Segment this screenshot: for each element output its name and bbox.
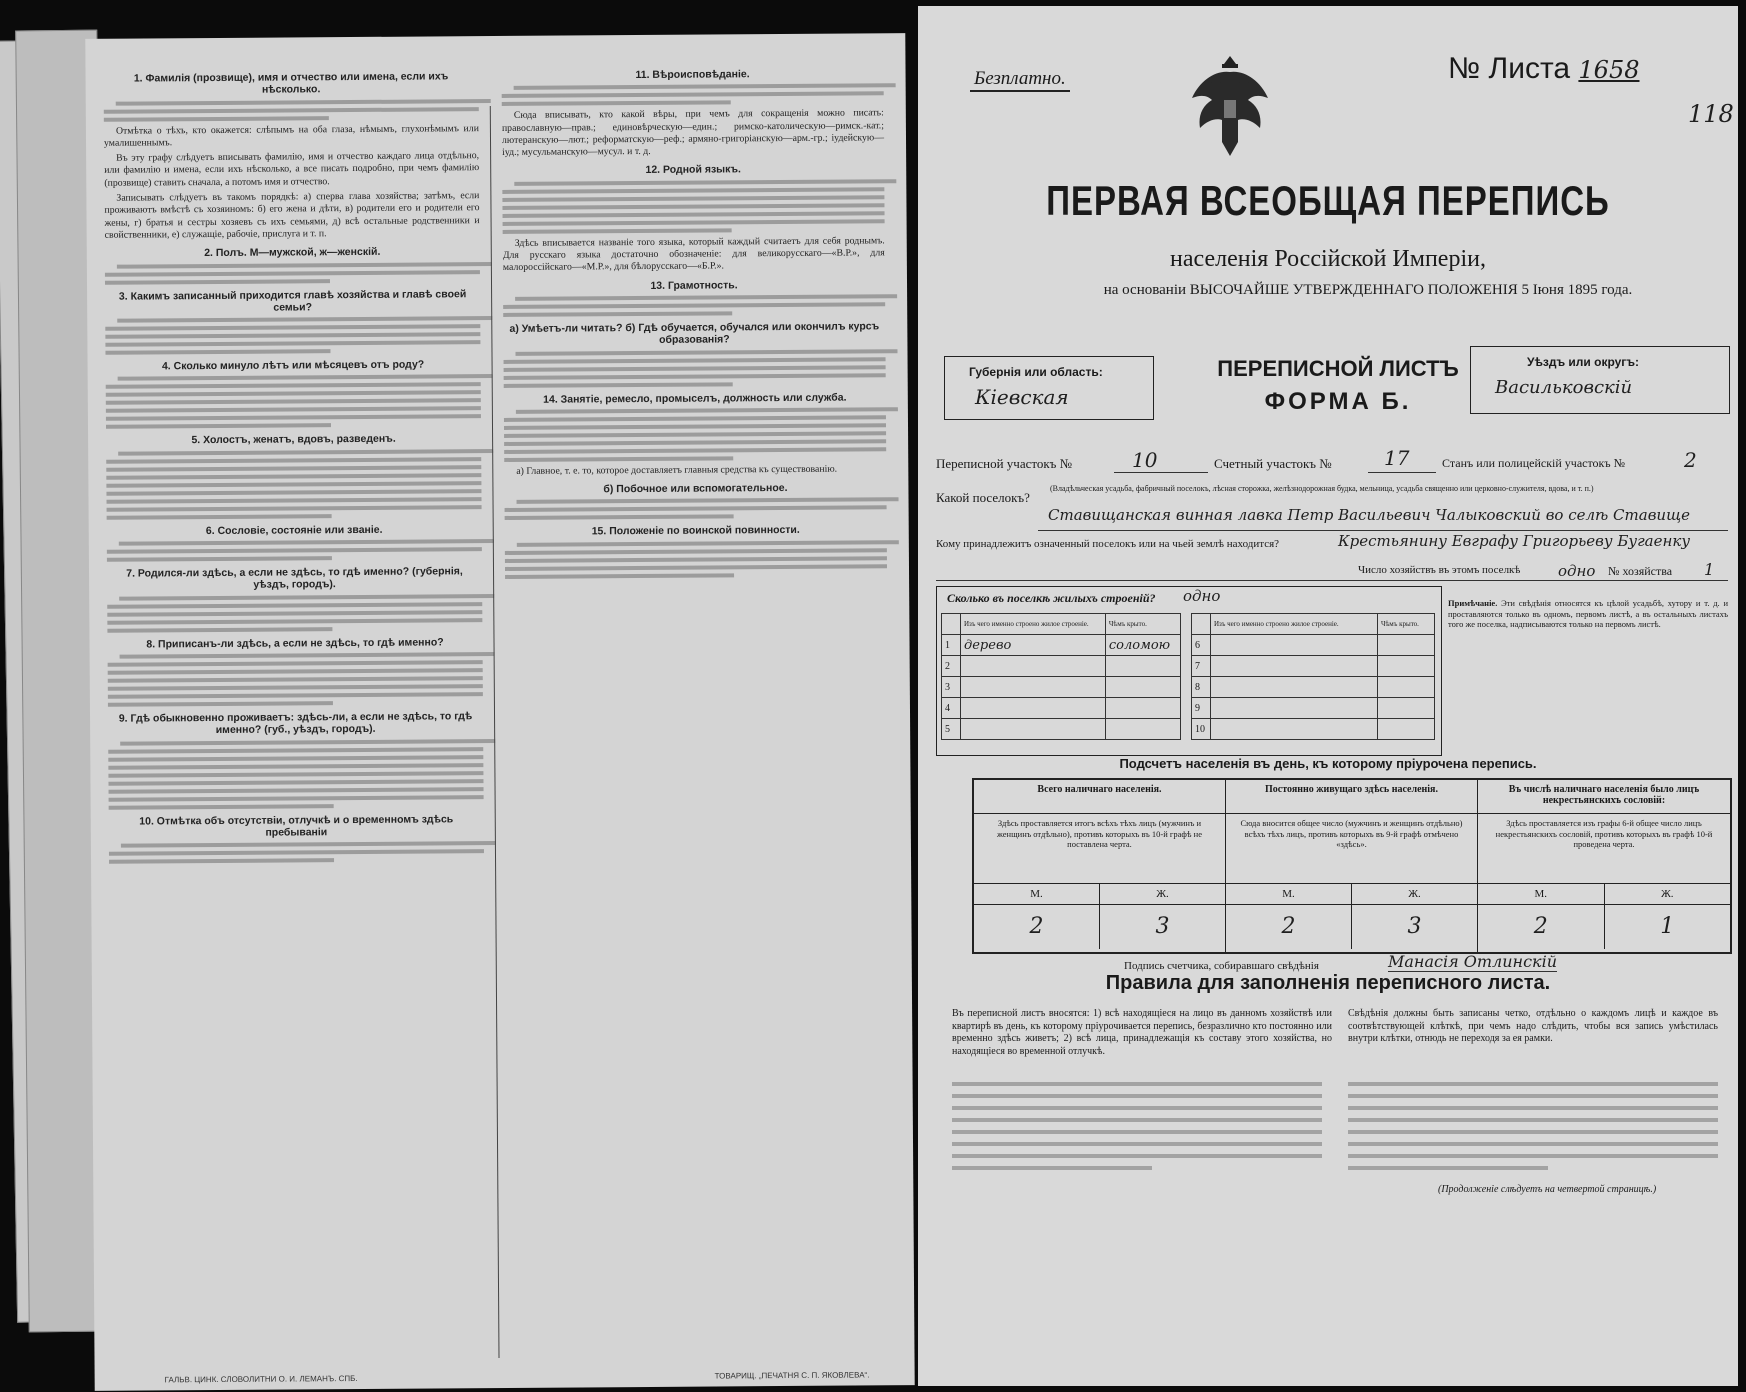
illegible-print-block	[503, 294, 885, 317]
instruction-paragraph: Отмѣтка о тѣхъ, кто окажется: слѣпымъ на оба глаза, нѣмымъ, глухонѣмымъ или умалишеннымъ.	[103, 122, 479, 149]
print-line	[505, 573, 734, 579]
print-line	[952, 1118, 1322, 1122]
rules-title: Правила для заполненія переписного листа.	[1105, 972, 1551, 994]
print-line	[118, 449, 493, 456]
district-value: Васильковскій	[1495, 377, 1633, 398]
row-number: 3	[942, 677, 961, 698]
instruction-heading: 9. Гдѣ обыкновенно проживаетъ: здѣсь-ли, а если не здѣсь, то гдѣ именно? (губ., уѣздъ, городъ).	[118, 710, 473, 737]
print-line	[107, 505, 482, 512]
instruction-paragraph: Здѣсь вписывается названіе того языка, который каждый считаетъ для себя роднымъ. Для русскаго языка достаточно обозначеніе: для великорусскаго—«В.Р.», для малороссійскаго—«М.Р.», для бѣлорусскаго—«Б.Р.».	[502, 235, 885, 274]
illegible-print-block	[108, 652, 483, 707]
built-material	[1211, 698, 1378, 719]
print-line	[504, 365, 886, 372]
print-line	[514, 84, 896, 91]
print-line	[504, 423, 886, 430]
instruction-paragraph: Записывать слѣдуетъ въ такомъ порядкѣ: а) сперва глава хозяйства; затѣмъ, если проживаютъ вмѣстѣ съ хозяиномъ: б) его жена и дѣти, в) родители его и родители его жены, г) братья и сестры хозяевъ съ ихъ семьями, д) всѣ остальные родственники и свойственники, е) служащіе, рабочіе, прислуга и т. п.	[104, 190, 480, 241]
count-values-row	[1478, 905, 1730, 949]
illegible-print-block	[107, 539, 482, 562]
settlement-hint: (Владѣльческая усадьба, фабричный поселокъ, лѣсная сторожка, желѣзнодорожная будка, мельница, усадьба священно или церковно-служителя, вдова, и т. п.)	[1050, 484, 1594, 493]
buildings-label: Сколько въ поселкѣ жилыхъ строеній?	[947, 591, 1156, 605]
print-line	[105, 324, 480, 331]
owner-label: Кому принадлежитъ означенный поселокъ или на чьей землѣ находится?	[936, 538, 1280, 550]
print-line	[515, 349, 897, 356]
left-instructions-page	[85, 33, 914, 1391]
built-material	[961, 677, 1106, 698]
print-line	[952, 1094, 1322, 1098]
print-line	[104, 107, 479, 114]
female-label: Ж.	[1660, 888, 1674, 900]
instruction-heading: 13. Грамотность.	[650, 279, 738, 292]
female-count: 1	[1660, 914, 1675, 939]
row-number: 2	[942, 656, 961, 677]
buildings-table-left	[941, 613, 1181, 740]
instruction-paragraph: а) Главное, т. е. то, которое доставляетъ главныя средства къ существованію.	[516, 463, 838, 477]
print-line	[1348, 1094, 1718, 1098]
print-line	[1348, 1154, 1718, 1158]
illegible-print-block	[503, 349, 885, 388]
police-area-value: 2	[1684, 448, 1697, 472]
print-line	[109, 795, 484, 802]
table-row	[942, 719, 1181, 740]
illegible-print-block	[502, 179, 884, 234]
signature-value: Манасія Отлинскій	[1388, 952, 1558, 971]
note-text: Эти свѣдѣнія относятся къ цѣлой усадьбѣ, хутору и т. д. и проставляются только въ одномъ, первомъ листѣ, а въ остальныхъ листахъ того же поселка, надписываются только на первомъ листѣ.	[1448, 598, 1728, 629]
sheet-number-alt: 118	[1688, 100, 1734, 128]
note-label: Примѣчаніе.	[1448, 598, 1498, 608]
print-line	[109, 804, 334, 810]
row-number: 8	[1192, 677, 1211, 698]
print-line	[116, 99, 491, 106]
table-row	[1192, 656, 1435, 677]
roof-material	[1377, 719, 1434, 740]
count-column-description: Сюда вносится общее число (мужчинъ и женщинъ отдѣльно) всѣхъ тѣхъ лицъ, противъ которыхъ въ 9-й графѣ отмѣчено «здѣсь».	[1226, 814, 1477, 884]
table-row	[1192, 635, 1435, 656]
instruction-paragraph: Въ эту графу слѣдуетъ вписывать фамилію, имя и отчество каждаго лица отдѣльно, или фамилію и имена, если ихъ нѣсколько, а все писать подробно, при чемъ фамилію (прозвище) ставить сначала, а потомъ имя и отчество.	[104, 150, 480, 189]
print-line	[1348, 1142, 1718, 1146]
male-label: М.	[1226, 884, 1352, 904]
print-line	[121, 841, 496, 848]
owner-line	[936, 580, 1728, 581]
print-line	[503, 211, 885, 218]
print-line	[1348, 1130, 1718, 1134]
print-line	[504, 373, 886, 380]
column-divider	[490, 106, 500, 1358]
count-title: Подсчетъ населенія въ день, къ которому пріурочена перепись.	[1119, 756, 1537, 771]
print-line	[504, 415, 886, 422]
built-material	[1211, 635, 1378, 656]
buildings-section	[936, 586, 1442, 756]
illegible-print-block	[106, 375, 481, 430]
print-line	[952, 1130, 1322, 1134]
owner-value: Крестьянину Евграфу Григорьеву Бугаенку	[1338, 532, 1691, 550]
print-line	[502, 203, 884, 210]
print-line	[106, 424, 331, 430]
district-box	[1470, 346, 1730, 414]
print-line	[502, 195, 884, 202]
roof-material	[1105, 719, 1180, 740]
illegible-print-block	[504, 407, 886, 462]
built-material	[961, 719, 1106, 740]
settlement-label: Какой поселокъ?	[936, 490, 1030, 505]
sheet-number-label: № Листа	[1448, 52, 1571, 85]
row-number: 5	[942, 719, 961, 740]
built-material: дерево	[961, 635, 1106, 656]
buildings-value: одно	[1183, 587, 1221, 605]
household-no-label: № хозяйства	[1608, 564, 1673, 578]
print-line	[503, 302, 885, 309]
print-line	[516, 407, 898, 414]
settlement-value: Ставищанская винная лавка Петр Васильевич Чалыковский во селѣ Ставище	[1048, 506, 1690, 524]
instruction-heading: 8. Приписанъ-ли здѣсь, а если не здѣсь, то гдѣ именно?	[146, 636, 444, 651]
print-line	[952, 1082, 1322, 1086]
print-line	[505, 556, 887, 563]
population-count-table	[972, 778, 1732, 954]
print-line	[514, 179, 896, 186]
print-line	[107, 627, 332, 633]
instruction-heading: 6. Сословіе, состояніе или званіе.	[205, 523, 383, 537]
table-row	[942, 635, 1181, 656]
instruction-heading: а) Умѣетъ-ли читать? б) Гдѣ обучается, обучался или окончилъ курсъ образованія?	[509, 320, 880, 347]
print-line	[107, 618, 482, 625]
illegible-print-block	[104, 99, 479, 122]
roof-material	[1377, 656, 1434, 677]
rules-left-text: Въ переписной листъ вносятся: 1) всѣ находящіеся на лицо въ данномъ хозяйствѣ или квартирѣ въ день, къ которому пріурочивается перепись, безразлично кто постоянно или временно здѣсь живетъ; 2) всѣ лица, принадлежащія къ составу этого хозяйства, но находящіеся во временной отлучкѣ.	[952, 1008, 1332, 1057]
print-line	[117, 262, 492, 269]
buildings-column-header: Изъ чего именно строено жилое строеніе.	[1211, 614, 1378, 635]
print-line	[105, 332, 480, 339]
table-row	[942, 677, 1181, 698]
print-line	[106, 465, 481, 472]
census-subtitle: населенія Россійской Имперіи,	[1170, 246, 1486, 272]
count-column-description: Здѣсь проставляется изъ графы 6-й общее число лицъ некрестьянскихъ сословій, противъ которыхъ въ графѣ 10-й проведена черта.	[1478, 814, 1730, 884]
district-label: Уѣздъ или округъ:	[1527, 355, 1640, 369]
free-of-charge-label: Безплатно.	[970, 68, 1070, 92]
instruction-heading: 1. Фамилія (прозвище), имя и отчество или имена, если ихъ нѣсколько.	[133, 70, 449, 96]
male-count: 2	[974, 905, 1100, 949]
form-title-block	[1188, 356, 1488, 416]
built-material	[961, 698, 1106, 719]
illegible-print-block	[108, 739, 483, 810]
print-line	[109, 849, 484, 856]
instruction-heading: 14. Занятіе, ремесло, промыселъ, должность или служба.	[543, 391, 847, 406]
table-row	[1192, 719, 1435, 740]
imperial-eagle-icon	[1186, 50, 1274, 162]
print-line	[106, 489, 481, 496]
instructions-column-2	[501, 61, 887, 582]
count-column-header: Постоянно живущаго здѣсь населенія.	[1226, 780, 1477, 814]
roof-material	[1377, 698, 1434, 719]
census-area-value: 10	[1132, 448, 1158, 472]
print-line	[106, 481, 481, 488]
print-line	[107, 602, 482, 609]
built-material	[1211, 677, 1378, 698]
row-number: 4	[942, 698, 961, 719]
instruction-heading: 5. Холостъ, женатъ, вдовъ, разведенъ.	[191, 433, 396, 447]
row-number: 6	[1192, 635, 1211, 656]
print-line	[504, 456, 733, 462]
buildings-column-header: Чѣмъ крыто.	[1105, 614, 1180, 635]
province-box	[944, 356, 1154, 420]
sex-label-row	[1478, 884, 1730, 905]
roof-material	[1105, 677, 1180, 698]
illegible-print-block	[505, 540, 887, 579]
instruction-heading: б) Побочное или вспомогательное.	[603, 482, 788, 496]
count-column-header: Всего наличнаго населенія.	[974, 780, 1225, 814]
print-line	[108, 676, 483, 683]
built-material	[1211, 719, 1378, 740]
print-line	[120, 739, 495, 746]
households-value: одно	[1558, 562, 1596, 580]
male-count: 2	[1478, 905, 1605, 949]
print-line	[1348, 1106, 1718, 1110]
print-line	[108, 660, 483, 667]
row-number: 10	[1192, 719, 1211, 740]
print-line	[106, 399, 481, 406]
police-area-label: Станъ или полицейскій участокъ №	[1442, 456, 1626, 470]
roof-material	[1377, 677, 1434, 698]
instruction-heading: 7. Родился-ли здѣсь, а если не здѣсь, то гдѣ именно? (губернія, уѣздъ, городъ).	[126, 565, 463, 592]
print-line	[517, 498, 899, 505]
instruction-heading: 15. Положеніе по воинской повинности.	[591, 524, 800, 538]
row-number: 7	[1192, 656, 1211, 677]
print-line	[105, 279, 330, 285]
print-line	[517, 540, 899, 547]
census-area-line	[1114, 472, 1208, 473]
female-label: Ж.	[1156, 888, 1169, 900]
census-form-page	[918, 6, 1738, 1386]
print-line	[118, 374, 493, 381]
imprint-left: ГАЛЬВ. ЦИНК. СЛОВОЛИТНИ О. И. ЛЕМАНЪ. СПБ.	[164, 1374, 358, 1385]
built-material	[961, 656, 1106, 677]
print-line	[107, 547, 482, 554]
print-line	[108, 668, 483, 675]
print-line	[107, 514, 332, 520]
sex-label-row	[1226, 884, 1477, 905]
instruction-paragraph: Сюда вписывать, кто какой вѣры, при чемъ для сокращенія можно писать: православную—прав.; единовѣрческую—един.; римско-католическую—римск.-кат.; лютеранскую—лют.; реформатскую—реф.; армяно-григоріанскую—арм.-гр.; іудейскую—іуд.; мусульманскую—мусул. и т. д.	[501, 107, 885, 159]
print-line	[502, 101, 731, 107]
male-count: 2	[1226, 905, 1352, 949]
male-label: М.	[974, 884, 1100, 904]
print-line	[505, 564, 887, 571]
print-line	[106, 383, 481, 390]
print-line	[515, 294, 897, 301]
print-line	[952, 1166, 1152, 1170]
illegible-print-block	[107, 594, 482, 633]
rules-filler	[952, 1082, 1718, 1182]
print-line	[502, 92, 884, 99]
instruction-heading: 2. Полъ. М—мужской, ж—женскій.	[204, 246, 381, 260]
print-line	[952, 1106, 1322, 1110]
male-label: М.	[1478, 884, 1605, 904]
household-no-value: 1	[1704, 560, 1715, 579]
print-line	[109, 858, 334, 864]
imprint-right: ТОВАРИЩ. „ПЕЧАТНЯ С. П. ЯКОВЛЕВА“.	[714, 1370, 870, 1381]
print-line	[117, 316, 492, 323]
print-line	[504, 447, 886, 454]
table-row	[942, 698, 1181, 719]
count-column-header: Въ числѣ наличнаго населенія было лицъ некрестьянскихъ сословій:	[1478, 780, 1730, 814]
print-line	[104, 116, 329, 122]
count-column	[1478, 780, 1730, 952]
instruction-heading: 10. Отмѣтка объ отсутствіи, отлучкѣ и о временномъ здѣсь пребываніи	[139, 812, 454, 839]
instruction-heading: 4. Сколько минуло лѣтъ или мѣсяцевъ отъ роду?	[161, 358, 425, 373]
census-legal-basis: на основаніи ВЫСОЧАЙШЕ УТВЕРЖДЕННАГО ПОЛОЖЕНІЯ 5 Іюня 1895 года.	[1103, 282, 1633, 298]
print-line	[119, 594, 494, 601]
note-block	[1448, 598, 1728, 630]
print-line	[952, 1154, 1322, 1158]
print-line	[504, 439, 886, 446]
buildings-column-header: Изъ чего именно строено жилое строеніе.	[961, 614, 1106, 635]
print-line	[504, 431, 886, 438]
illegible-print-block	[505, 498, 887, 521]
print-line	[952, 1142, 1322, 1146]
print-line	[505, 506, 887, 513]
print-line	[105, 270, 480, 277]
female-count: 3	[1407, 914, 1422, 939]
count-column	[974, 780, 1226, 952]
print-line	[119, 539, 494, 546]
count-values-row	[974, 905, 1225, 949]
buildings-header-row	[942, 614, 1181, 635]
print-line	[503, 219, 885, 226]
built-material	[1211, 656, 1378, 677]
signature-label: Подпись счетчика, собиравшаго свѣдѣнія	[1124, 960, 1319, 972]
households-label: Число хозяйствъ въ этомъ поселкѣ	[1358, 564, 1521, 576]
print-line	[108, 771, 483, 778]
print-line	[108, 692, 483, 699]
print-line	[1348, 1118, 1718, 1122]
print-line	[108, 755, 483, 762]
print-line	[106, 391, 481, 398]
counting-area-line	[1368, 472, 1436, 473]
print-line	[503, 311, 732, 317]
roof-material	[1105, 698, 1180, 719]
female-label: Ж.	[1408, 888, 1421, 900]
roof-material	[1377, 635, 1434, 656]
instruction-heading: 11. Вѣроисповѣданіе.	[635, 68, 750, 82]
sheet-number	[1448, 52, 1639, 86]
form-title-sheet: ПЕРЕПИСНОЙ ЛИСТЪ	[1217, 356, 1459, 381]
print-line	[1348, 1166, 1548, 1170]
instruction-heading: 3. Какимъ записанный приходится главѣ хозяйства и главѣ своей семьи?	[118, 287, 467, 314]
roof-material	[1105, 656, 1180, 677]
row-number: 9	[1192, 698, 1211, 719]
census-main-title: ПЕРВАЯ ВСЕОБЩАЯ ПЕРЕПИСЬ	[1046, 177, 1610, 224]
table-row	[1192, 677, 1435, 698]
print-line	[108, 779, 483, 786]
illegible-print-block	[105, 262, 480, 285]
buildings-header-row	[1192, 614, 1435, 635]
province-label: Губернія или область:	[969, 365, 1103, 379]
female-count: 3	[1155, 914, 1170, 939]
print-line	[503, 228, 732, 234]
print-line	[108, 684, 483, 691]
buildings-column-header: Чѣмъ крыто.	[1377, 614, 1434, 635]
illegible-print-block	[109, 841, 484, 864]
print-line	[504, 382, 733, 388]
count-column	[1226, 780, 1478, 952]
print-line	[120, 652, 495, 659]
roof-material: соломою	[1105, 635, 1180, 656]
print-line	[505, 515, 734, 521]
table-row	[942, 656, 1181, 677]
print-line	[502, 187, 884, 194]
row-number: 1	[942, 635, 961, 656]
print-line	[505, 548, 887, 555]
print-line	[107, 556, 332, 562]
instruction-heading: 12. Родной языкъ.	[645, 163, 741, 177]
print-line	[106, 457, 481, 464]
form-title-form-b: ФОРМА Б.	[1264, 388, 1412, 415]
print-line	[108, 701, 333, 707]
print-line	[105, 349, 330, 355]
print-line	[105, 340, 480, 347]
table-row	[1192, 698, 1435, 719]
continued-note: (Продолженіе слѣдуетъ на четвертой страницѣ.)	[1438, 1184, 1657, 1195]
census-area-label: Переписной участокъ №	[936, 456, 1073, 471]
sex-label-row	[974, 884, 1225, 905]
illegible-print-block	[502, 84, 884, 107]
print-line	[504, 357, 886, 364]
print-line	[108, 747, 483, 754]
rules-right-text: Свѣдѣнія должны быть записаны четко, отдѣльно о каждомъ лицѣ и каждое въ соотвѣтствующей клѣткѣ, при чемъ надо слѣдить, чтобы вся запись умѣстилась внутри клѣтки, отнюдь не переходя за ея рамки.	[1348, 1008, 1718, 1044]
print-line	[1348, 1082, 1718, 1086]
illegible-print-block	[105, 316, 480, 355]
print-line	[107, 610, 482, 617]
print-line	[106, 407, 481, 414]
province-value: Кіевская	[975, 385, 1069, 409]
counting-area-value: 17	[1384, 446, 1410, 470]
buildings-table-right	[1191, 613, 1435, 740]
print-line	[106, 473, 481, 480]
print-line	[109, 787, 484, 794]
count-values-row	[1226, 905, 1477, 949]
print-line	[107, 497, 482, 504]
print-line	[108, 763, 483, 770]
settlement-line	[1038, 530, 1728, 531]
counting-area-label: Счетный участокъ №	[1214, 456, 1332, 471]
count-column-description: Здѣсь проставляется итогъ всѣхъ тѣхъ лицъ (мужчинъ и женщинъ отдѣльно), противъ которыхъ въ 10-й графѣ не поставлена черта.	[974, 814, 1225, 884]
instructions-column-1	[103, 64, 484, 868]
sheet-number-value: 1658	[1578, 56, 1640, 84]
illegible-print-block	[106, 449, 481, 520]
print-line	[106, 415, 481, 422]
